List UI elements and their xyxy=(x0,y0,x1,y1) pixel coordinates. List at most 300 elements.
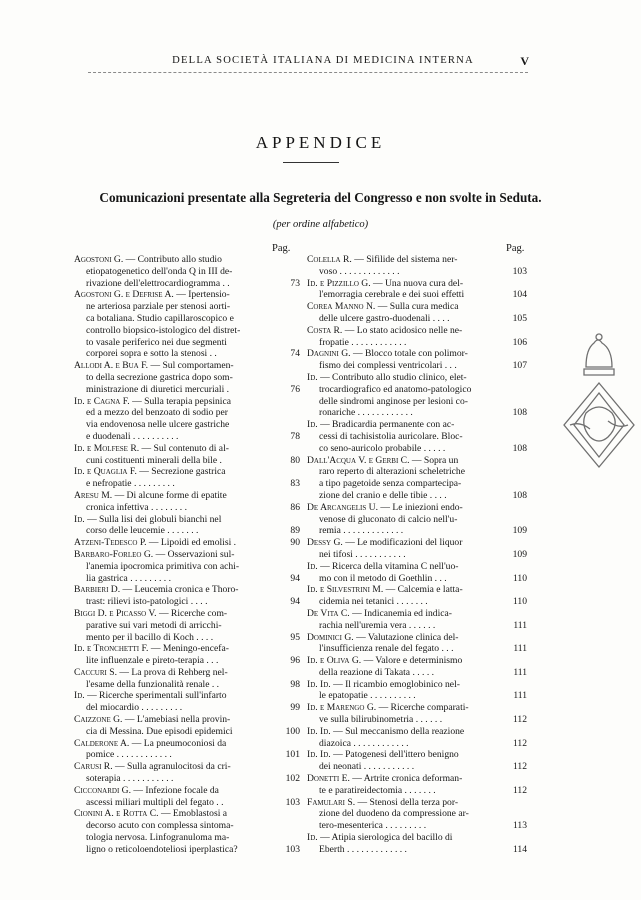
entry-continuation-line xyxy=(307,313,498,325)
entry-text: nei tifosi . . . . . . . . . . . xyxy=(319,548,406,560)
entry-page-number: 89 xyxy=(290,525,300,537)
entry-text: ligno o reticoloendoteliosi iperplastica? xyxy=(86,843,238,855)
entry-text: — Sulla lisi dei globuli bianchi nel xyxy=(87,513,222,525)
index-entry xyxy=(307,749,527,773)
entry-author: De Arcangelis U. xyxy=(307,501,379,513)
entry-first-line xyxy=(307,278,498,290)
entry-text: — Sulla terapia pepsinica xyxy=(132,395,231,407)
entry-page-number: 111 xyxy=(513,619,527,631)
entry-first-line xyxy=(74,514,271,526)
index-entry xyxy=(74,360,300,395)
entry-continuation-line xyxy=(74,596,271,608)
entry-page-number: 96 xyxy=(290,655,300,667)
entry-author: Id. e Pizzillo G. xyxy=(307,277,371,289)
entry-first-line xyxy=(307,301,498,313)
entry-text: — Sulla cura medica xyxy=(377,301,459,313)
entry-text: rachia nell'uremia vera . . . . . . xyxy=(319,619,436,631)
entry-continuation-line xyxy=(307,384,498,396)
entry-text: della reazione di Takata . . . . . xyxy=(319,666,435,678)
entry-text: — Infezione focale da xyxy=(133,784,219,796)
entry-text: corporei sopra e sotto la stenosi . . xyxy=(86,348,217,360)
entry-text: — Le iniezioni endo- xyxy=(380,501,463,513)
entry-continuation-line xyxy=(307,443,498,455)
entry-page-number: 109 xyxy=(512,548,527,560)
entry-text: — Valore e determinismo xyxy=(363,655,463,667)
entry-page-number: 83 xyxy=(290,478,300,490)
entry-text: — Una nuova cura del- xyxy=(373,277,464,289)
entry-author: Corea Manno N. xyxy=(307,301,376,313)
crown-icon xyxy=(586,340,612,367)
entry-continuation-line xyxy=(74,313,271,325)
entry-continuation-line xyxy=(74,797,271,809)
entry-text: a tipo pagetoide senza compartecipa- xyxy=(319,478,462,490)
entry-text: l'emorragia cerebrale e dei suoi effetti xyxy=(319,289,465,301)
entry-continuation-line xyxy=(307,431,498,443)
entry-page-number: 108 xyxy=(512,407,527,419)
entry-continuation-line xyxy=(307,714,498,726)
entry-author: Cionini A. e Rotta C. xyxy=(74,808,159,820)
entry-page-number: 108 xyxy=(512,489,527,501)
entry-first-line xyxy=(74,785,271,797)
index-entry xyxy=(74,537,300,549)
entry-continuation-line xyxy=(74,632,271,644)
index-entry xyxy=(307,797,527,832)
entry-text: ministrazione di diuretici mercuriali . xyxy=(86,383,230,395)
entry-page-number: 114 xyxy=(512,843,527,855)
entry-text: — Sul meccanismo della reazione xyxy=(333,725,465,737)
entry-first-line xyxy=(307,325,498,337)
entry-continuation-line xyxy=(307,844,498,856)
entry-text: — La prova di Rehberg nel- xyxy=(119,666,228,678)
entry-page-number: 76 xyxy=(290,383,300,395)
section-title: APPENDICE xyxy=(255,133,386,152)
scroll-ribbon-icon xyxy=(570,421,628,429)
title-underline xyxy=(283,162,339,163)
entry-text: — Il ricambio emoglobinico nel- xyxy=(333,678,460,690)
entry-first-line xyxy=(74,360,271,372)
entry-text: — L'amebiasi nella provin- xyxy=(124,714,231,726)
entry-first-line xyxy=(307,702,498,714)
entry-text: tologia nervosa. Linfogranuloma ma- xyxy=(86,832,230,844)
entry-first-line xyxy=(307,254,498,266)
running-head-text: DELLA SOCIETÀ ITALIANA DI MEDICINA INTERNA xyxy=(172,55,474,66)
entry-text: mento per il bacillo di Koch . . . . xyxy=(86,631,214,643)
index-entry xyxy=(307,419,527,454)
entry-author: Dagnini G. xyxy=(307,348,351,360)
entry-text: — Ricerca della vitamina C nell'uo- xyxy=(320,560,459,572)
entry-page-number: 103 xyxy=(512,265,527,277)
index-entry xyxy=(307,325,527,349)
index-entry xyxy=(74,514,300,538)
entry-continuation-line xyxy=(307,643,498,655)
index-entry xyxy=(307,726,527,750)
entry-continuation-line xyxy=(74,655,271,667)
entry-page-number: 103 xyxy=(285,843,300,855)
entry-continuation-line xyxy=(74,266,271,278)
entry-text: zione del cranio e delle tibie . . . . xyxy=(319,489,447,501)
entry-text: — Artrite cronica deforman- xyxy=(352,773,463,785)
entry-text: Eberth . . . . . . . . . . . . . xyxy=(319,843,407,855)
entry-text: remia . . . . . . . . . . . . . xyxy=(319,525,404,537)
entry-continuation-line xyxy=(307,596,498,608)
entry-continuation-line xyxy=(307,396,498,408)
entry-text: ne arteriosa parziale per stenosi aorti- xyxy=(86,301,231,313)
entry-page-number: 112 xyxy=(512,761,527,773)
entry-page-number: 99 xyxy=(290,702,300,714)
entry-first-line xyxy=(74,584,271,596)
entry-continuation-line xyxy=(307,525,498,537)
entry-text: — Contributo allo studio clinico, elet- xyxy=(320,371,467,383)
entry-text: — Bradicardia permanente con ac- xyxy=(320,419,455,431)
entry-text: to vasale periferico nei due segmenti xyxy=(86,336,227,348)
entry-author: Id. e Cagna F. xyxy=(74,395,130,407)
entry-continuation-line xyxy=(74,679,271,691)
index-entry xyxy=(307,702,527,726)
entry-first-line xyxy=(74,667,271,679)
entry-continuation-line xyxy=(307,667,498,679)
index-entry xyxy=(74,761,300,785)
entry-text: decorso acuto con complessa sintoma- xyxy=(86,820,234,832)
entry-author: Caizzone G. xyxy=(74,714,123,726)
entry-text: trast: rilievi isto-patologici . . . . xyxy=(86,596,208,608)
entry-text: soterapia . . . . . . . . . . . xyxy=(86,773,174,785)
index-entry xyxy=(307,372,527,419)
entry-page-number: 110 xyxy=(512,572,527,584)
entry-text: — Leucemia cronica e Thoro- xyxy=(122,584,239,596)
entry-continuation-line xyxy=(74,301,271,313)
entry-author: Donetti E. xyxy=(307,773,350,785)
index-entry xyxy=(74,466,300,490)
entry-continuation-line xyxy=(307,738,498,750)
entry-text: — Stenosi della terza por- xyxy=(357,796,459,808)
entry-text: — Indicanemia ed indica- xyxy=(352,607,452,619)
entry-page-number: 113 xyxy=(512,820,527,832)
entry-text: zione del duodeno da compressione ar- xyxy=(319,808,469,820)
entry-continuation-line xyxy=(307,820,498,832)
entry-first-line xyxy=(74,549,271,561)
entry-first-line xyxy=(74,490,271,502)
entry-page-number: 112 xyxy=(512,714,527,726)
entry-continuation-line xyxy=(74,419,271,431)
entry-page-number: 102 xyxy=(285,773,300,785)
entry-continuation-line xyxy=(74,384,271,396)
index-entry xyxy=(74,443,300,467)
entry-first-line xyxy=(307,419,498,431)
entry-page-number: 104 xyxy=(512,289,527,301)
entry-first-line xyxy=(307,502,498,514)
entry-continuation-line xyxy=(74,348,271,360)
entry-text: te e paratireidectomia . . . . . . . xyxy=(319,784,436,796)
right-column-index xyxy=(307,254,527,856)
entry-text: tero-mesenterica . . . . . . . . . xyxy=(319,820,427,832)
entry-first-line xyxy=(307,348,498,360)
entry-first-line xyxy=(307,749,498,761)
entry-text: to della secrezione gastrica dopo som- xyxy=(86,371,233,383)
entry-text: — Sopra un xyxy=(411,454,459,466)
entry-first-line xyxy=(74,396,271,408)
entry-text: le epatopatie . . . . . . . . . . xyxy=(319,690,416,702)
index-entry xyxy=(307,608,527,632)
entry-text: cessi di tachisistolia auricolare. Bloc- xyxy=(319,430,463,442)
entry-continuation-line xyxy=(74,620,271,632)
index-entry xyxy=(307,832,527,856)
monogram-icon xyxy=(584,407,615,441)
entry-first-line xyxy=(74,289,271,301)
entry-first-line xyxy=(307,773,498,785)
entry-text: — Osservazioni sul- xyxy=(155,548,235,560)
entry-text: cia di Messina. Due episodi epidemici xyxy=(86,725,233,737)
index-entry xyxy=(307,502,527,537)
crown-band-icon xyxy=(584,369,614,375)
entry-text: voso . . . . . . . . . . . . . xyxy=(319,265,400,277)
entry-first-line xyxy=(74,714,271,726)
entry-continuation-line xyxy=(74,820,271,832)
entry-text: trocardiografico ed anatomo-patologico xyxy=(319,383,472,395)
entry-author: Agostoni G. e Defrise A. xyxy=(74,289,174,301)
entry-text: — Sul contenuto di al- xyxy=(141,442,229,454)
entry-text: pomice . . . . . . . . . . . . xyxy=(86,749,172,761)
entry-first-line xyxy=(74,537,271,549)
entry-continuation-line xyxy=(307,289,498,301)
entry-text: rivazione dell'elettrocardiogramma . . xyxy=(86,277,230,289)
crown-cross-icon xyxy=(596,334,602,340)
entry-first-line xyxy=(307,455,498,467)
entry-first-line xyxy=(307,608,498,620)
entry-page-number: 80 xyxy=(290,454,300,466)
index-entry xyxy=(307,278,527,302)
entry-first-line xyxy=(74,690,271,702)
entry-first-line xyxy=(74,443,271,455)
entry-text: — La pneumoconiosi da xyxy=(131,737,227,749)
entry-text: — Atipia sierologica del bacillo di xyxy=(320,832,453,844)
entry-text: controllo biopsico-istologico del distret- xyxy=(86,324,241,336)
entry-author: Carusi R. xyxy=(74,761,113,773)
entry-text: l'anemia ipocromica primitiva con achi- xyxy=(86,560,240,572)
index-entry xyxy=(307,655,527,679)
entry-first-line xyxy=(307,537,498,549)
entry-page-number: 111 xyxy=(513,666,527,678)
entry-text: — Lipoidi ed emolisi . xyxy=(148,537,237,549)
entry-continuation-line xyxy=(74,431,271,443)
entry-page-number: 74 xyxy=(290,348,300,360)
entry-page-number: 90 xyxy=(290,537,300,549)
entry-continuation-line xyxy=(307,808,498,820)
entry-text: lia gastrica . . . . . . . . . xyxy=(86,572,171,584)
entry-author: Agostoni G. xyxy=(74,254,124,265)
entry-continuation-line xyxy=(74,561,271,573)
entry-text: l'insufficienza renale del fegato . . . xyxy=(319,643,454,655)
entry-text: — Lo stato acidosico nelle ne- xyxy=(344,324,463,336)
entry-author: Famulari S. xyxy=(307,796,356,808)
entry-continuation-line xyxy=(307,620,498,632)
entry-continuation-line xyxy=(74,573,271,585)
entry-continuation-line xyxy=(74,407,271,419)
index-entry xyxy=(307,561,527,585)
index-entry xyxy=(74,785,300,809)
entry-author: Barbaro-Forleo G. xyxy=(74,548,154,560)
entry-text: — Calcemia e latta- xyxy=(385,584,463,596)
entry-page-number: 111 xyxy=(513,643,527,655)
entry-continuation-line xyxy=(74,337,271,349)
section-subtitle: Comunicazioni presentate alla Segreteria del Congresso e non svolte in Seduta. xyxy=(99,190,542,205)
entry-text: del miocardio . . . . . . . . . xyxy=(86,702,183,714)
entry-page-number: 86 xyxy=(290,501,300,513)
entry-author: Id. e Molfese R. xyxy=(74,442,140,454)
entry-page-number: 112 xyxy=(512,784,527,796)
entry-page-number: 78 xyxy=(290,430,300,442)
index-entry xyxy=(307,537,527,561)
page-number: V xyxy=(520,54,529,68)
entry-page-number: 106 xyxy=(512,336,527,348)
entry-page-number: 101 xyxy=(285,749,300,761)
entry-text: diazoica . . . . . . . . . . . . xyxy=(319,737,409,749)
entry-text: — Sulla agranulocitosi da cri- xyxy=(115,761,231,773)
index-entry xyxy=(74,690,300,714)
entry-first-line xyxy=(307,561,498,573)
entry-first-line xyxy=(307,797,498,809)
entry-text: — Patogenesi dell'ittero benigno xyxy=(333,749,459,761)
entry-first-line xyxy=(307,632,498,644)
entry-page-number: 94 xyxy=(290,572,300,584)
index-entry xyxy=(307,679,527,703)
entry-text: co seno-auricolo probabile . . . . . xyxy=(319,442,446,454)
library-stamp-emblem xyxy=(560,325,638,485)
entry-text: ascessi miliari multipli del fegato . . xyxy=(86,796,224,808)
entry-author: Id. Id. xyxy=(307,725,331,737)
entry-continuation-line xyxy=(307,407,498,419)
entry-continuation-line xyxy=(307,549,498,561)
entry-author: Id. xyxy=(74,513,85,525)
entry-continuation-line xyxy=(74,844,271,856)
right-column-page-label: Pag. xyxy=(506,243,525,254)
entry-continuation-line xyxy=(74,749,271,761)
index-entry xyxy=(74,254,300,289)
entry-author: Aresu M. xyxy=(74,489,113,501)
index-entry xyxy=(307,455,527,502)
entry-page-number: 109 xyxy=(512,525,527,537)
entry-text: — Sul comportamen- xyxy=(150,360,234,372)
entry-text: — Le modificazioni del liquor xyxy=(345,537,463,549)
entry-text: — Secrezione gastrica xyxy=(139,466,226,478)
entry-author: Id. Id. xyxy=(307,678,331,690)
entry-text: — Meningo-encefa- xyxy=(150,643,229,655)
entry-first-line xyxy=(307,832,498,844)
entry-page-number: 98 xyxy=(290,678,300,690)
entry-continuation-line xyxy=(307,761,498,773)
entry-text: l'esame della funzionalità renale . . xyxy=(86,678,220,690)
entry-page-number: 73 xyxy=(290,277,300,289)
index-entry xyxy=(74,584,300,608)
index-entry xyxy=(74,808,300,855)
entry-text: — Di alcune forme di epatite xyxy=(114,489,227,501)
entry-continuation-line xyxy=(307,785,498,797)
entry-continuation-line xyxy=(74,702,271,714)
entry-text: cuni costituenti minerali della bile . xyxy=(86,454,222,466)
index-entry xyxy=(74,549,300,584)
entry-first-line xyxy=(307,726,498,738)
entry-author: Id. e Oliva G. xyxy=(307,655,362,667)
entry-text: etiopatogenetico dell'onda Q in III de- xyxy=(86,265,233,277)
entry-text: mo con il metodo di Goethlin . . . xyxy=(319,572,447,584)
entry-first-line xyxy=(307,679,498,691)
index-entry xyxy=(74,643,300,667)
entry-first-line xyxy=(74,608,271,620)
entry-text: — Ricerche com- xyxy=(158,607,228,619)
entry-author: Allodi A. e Bua F. xyxy=(74,360,149,372)
index-entry xyxy=(307,773,527,797)
entry-continuation-line xyxy=(74,372,271,384)
entry-page-number: 108 xyxy=(512,442,527,454)
entry-author: Id. xyxy=(307,371,318,383)
entry-text: — Ricerche comparati- xyxy=(378,702,469,714)
left-column-page-label: Pag. xyxy=(272,243,291,254)
entry-first-line xyxy=(74,808,271,820)
entry-text: ronariche . . . . . . . . . . . . xyxy=(319,407,413,419)
entry-first-line xyxy=(74,254,271,266)
entry-continuation-line xyxy=(74,773,271,785)
entry-text: lite influenzale e pireto-terapia . . . xyxy=(86,655,219,667)
entry-text: e duodenali . . . . . . . . . . xyxy=(86,430,179,442)
entry-text: — Contributo allo studio xyxy=(125,254,222,265)
entry-author: Barbieri D. xyxy=(74,584,121,596)
entry-text: corso delle leucemie . . . . . . . xyxy=(86,525,199,537)
entry-text: raro reperto di alterazioni scheletriche xyxy=(319,466,465,478)
entry-author: Caccuri S. xyxy=(74,666,117,678)
order-note: (per ordine alfabetico) xyxy=(272,219,369,230)
entry-author: Dominici G. xyxy=(307,631,354,643)
entry-first-line xyxy=(307,584,498,596)
index-entry xyxy=(307,301,527,325)
entry-text: ca botaliana. Studio capillaroscopico e xyxy=(86,312,234,324)
entry-continuation-line xyxy=(307,337,498,349)
entry-page-number: 100 xyxy=(285,725,300,737)
entry-author: Cicconardi G. xyxy=(74,784,132,796)
index-entry xyxy=(74,289,300,360)
index-entry xyxy=(74,714,300,738)
entry-author: Id. e Silvestrini M. xyxy=(307,584,384,596)
index-entry xyxy=(74,608,300,643)
entry-continuation-line xyxy=(74,455,271,467)
entry-author: Id. e Quaglia F. xyxy=(74,466,137,478)
entry-text: parative sui vari metodi di arricchi- xyxy=(86,619,222,631)
entry-page-number: 110 xyxy=(512,596,527,608)
entry-continuation-line xyxy=(307,478,498,490)
entry-text: venose di gluconato di calcio nell'u- xyxy=(319,513,458,525)
entry-page-number: 103 xyxy=(285,796,300,808)
entry-first-line xyxy=(74,761,271,773)
entry-first-line xyxy=(74,643,271,655)
entry-first-line xyxy=(307,372,498,384)
entry-page-number: 95 xyxy=(290,631,300,643)
entry-continuation-line xyxy=(307,360,498,372)
entry-text: fismo dei complessi ventricolari . . . xyxy=(319,360,457,372)
entry-continuation-line xyxy=(307,573,498,585)
entry-author: De Vita C. xyxy=(307,607,350,619)
entry-author: Id. Id. xyxy=(307,749,331,761)
entry-author: Id. xyxy=(307,832,318,844)
entry-continuation-line xyxy=(74,525,271,537)
entry-author: Dessy G. xyxy=(307,537,343,549)
entry-page-number: 111 xyxy=(513,690,527,702)
entry-first-line xyxy=(74,466,271,478)
entry-continuation-line xyxy=(307,690,498,702)
entry-text: — Emoblastosi a xyxy=(160,808,228,820)
entry-page-number: 105 xyxy=(512,312,527,324)
entry-page-number: 112 xyxy=(512,737,527,749)
entry-page-number: 94 xyxy=(290,596,300,608)
entry-text: — Sifilide del sistema ner- xyxy=(354,254,458,265)
entry-continuation-line xyxy=(307,514,498,526)
